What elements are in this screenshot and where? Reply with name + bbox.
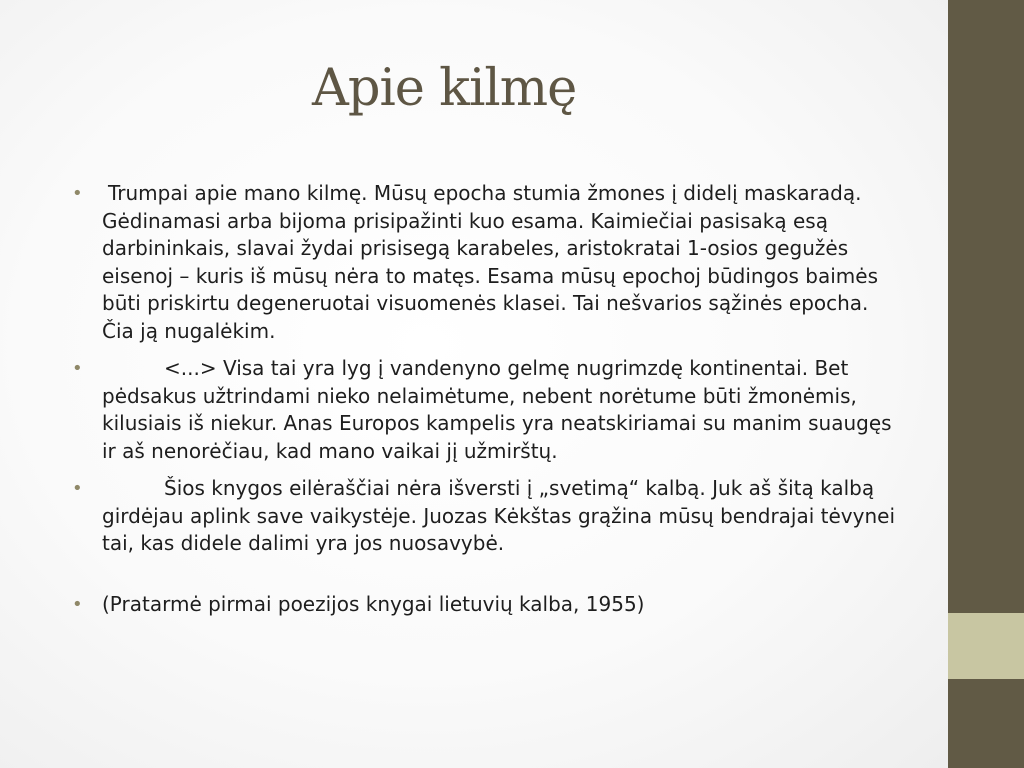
bullet-dot-icon: • — [72, 358, 83, 379]
bullet-item-1 — [72, 180, 902, 345]
bullet-text-4: (Pratarmė pirmai poezijos knygai lietuvių kalba, 1955) — [102, 591, 645, 616]
bullet-text-3: Šios knygos eilėraščiai nėra išversti į „svetimą“ kalbą. Juk aš šitą kalbą girdėjau aplink save vaikystėje. Juozas Kėkštas grąžina mūsų bendrajai tėvynei tai, kas didele dalimi yra jos nuosavybė. — [102, 476, 896, 555]
bullet-text-2: <...> Visa tai yra lyg į vandenyno gelmę nugrimzdę kontinentai. Bet pėdsakus užtrindami nieko nelaimėtume, nebent norėtume būti žmonėmis, kilusiais iš niekur. Anas Europos kampelis yra neatskiriamai su manim suaugęs ir aš nenorėčiau, kad mano vaikai jį užmirštų. — [102, 356, 892, 463]
slide-title: Apie kilmę — [312, 59, 577, 118]
sidebar-accent-block — [948, 613, 1024, 679]
bullet-item-2 — [72, 355, 902, 465]
bullet-dot-icon: • — [72, 183, 83, 204]
bullet-list — [72, 180, 902, 618]
bullet-dot-icon: • — [72, 593, 83, 615]
bullet-dot-icon: • — [72, 478, 83, 499]
bullet-item-3 — [72, 475, 902, 558]
bullet-item-4 — [72, 591, 902, 619]
bullet-text-1: Trumpai apie mano kilmę. Mūsų epocha stumia žmones į didelį maskaradą. Gėdinamasi arba bijoma prisipažinti kuo esama. Kaimiečiai pasisaką esą darbininkais, slavai žydai prisisegą karabeles, aristokratai 1-osios gegužės eisenoj – kuris iš mūsų nėra to matęs. Esama mūsų epochoj būdingos baimės būti priskirtu degeneruotai visuomenės klasei. Tai nešvarios sąžinės epocha. Čia ją nugalėkim. — [102, 181, 878, 343]
